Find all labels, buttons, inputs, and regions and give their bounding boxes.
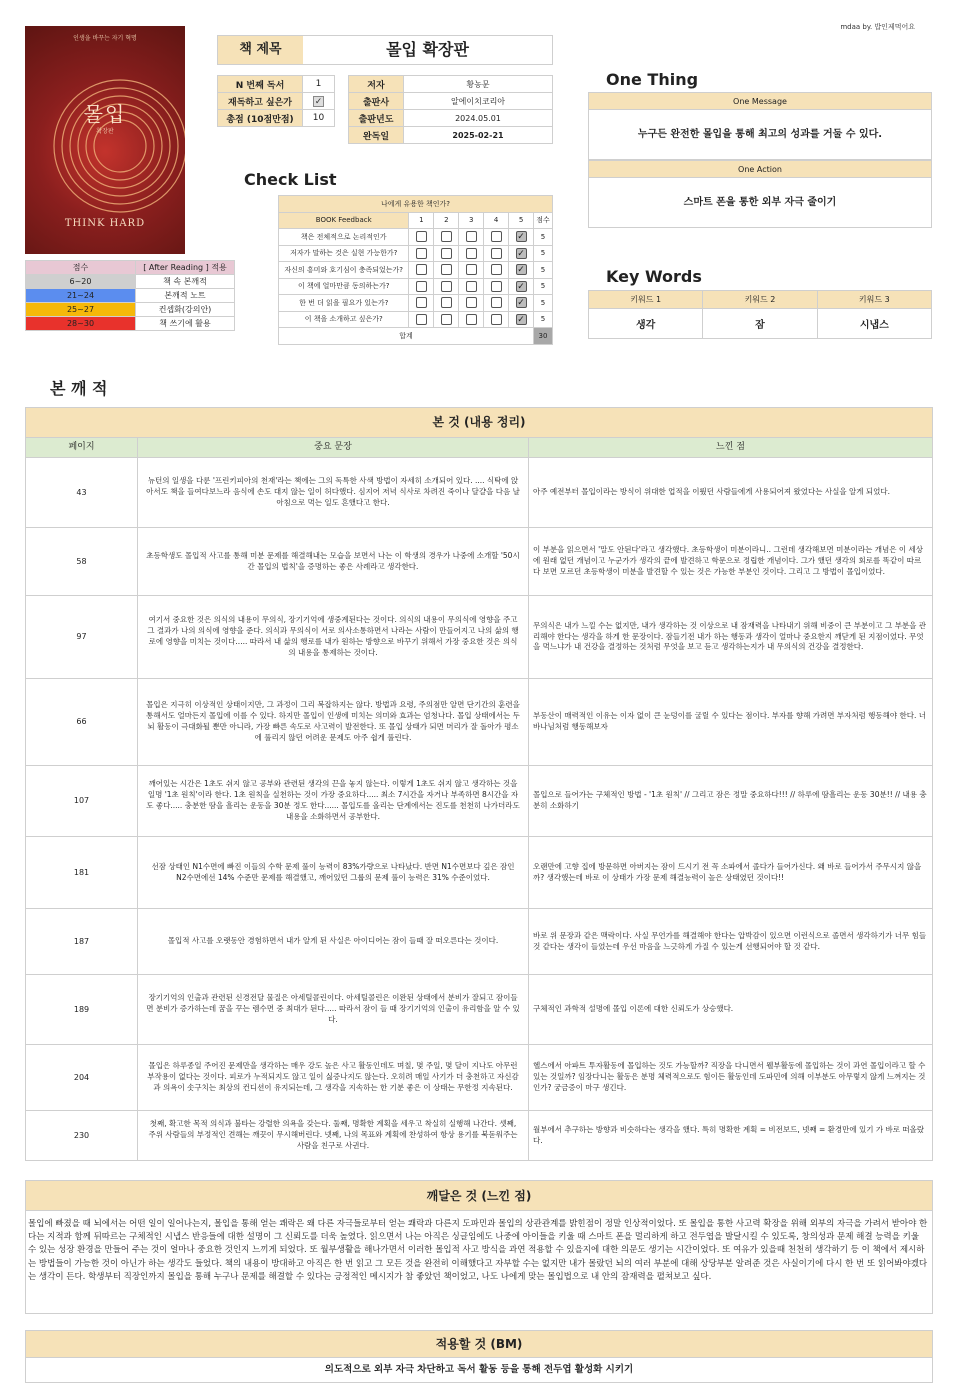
- info-key: 총점 (10점만점): [218, 110, 303, 127]
- rating-checkbox-3[interactable]: [466, 231, 477, 242]
- meta-value: 황농문: [404, 76, 553, 93]
- rating-checkbox-3[interactable]: [466, 281, 477, 292]
- note-page: 97: [26, 596, 138, 679]
- rating-checkbox-3[interactable]: [466, 248, 477, 259]
- note-page: 181: [26, 837, 138, 909]
- checkbox-cell: [484, 311, 509, 328]
- score-legend: [25, 260, 235, 331]
- book-title: 몰입 확장판: [386, 40, 469, 59]
- checklist-question-text: 이 책에 얼마만큼 동의하는가?: [279, 278, 409, 295]
- rating-checkbox-4[interactable]: [491, 281, 502, 292]
- rating-checkbox-5[interactable]: ✓: [517, 281, 525, 292]
- note-row: [26, 909, 933, 975]
- cover-top-line: 인생을 바꾸는 자기 혁명: [73, 35, 137, 42]
- rating-checkbox-2[interactable]: [441, 314, 452, 325]
- note-sentence: 여기서 중요한 것은 의식의 내용이 무의식, 장기기억에 생중계된다는 것이다. 의식의 내용이 무의식에 영향을 주고 그 결과가 나의 의식에 영향을 준다. 의식과 무의식이 서로 의사소통하면서 나라는 사람이 만들어지고 나의 삶의 행로에 영향을 미치는 것이다..... 따라서 내 삶의 행로를 내가 원하는 방향으로 바꾸기 위해서 가장 중요한 것은 의식의 내용을 통제하는 것이다.: [138, 596, 529, 679]
- checkbox-cell: [434, 295, 459, 312]
- realize-box: [25, 1180, 933, 1314]
- rating-checkbox-1[interactable]: [416, 314, 427, 325]
- rating-checkbox-5[interactable]: ✓: [517, 298, 525, 309]
- checklist-row: [279, 229, 553, 246]
- checklist-row-score: 5: [534, 295, 553, 312]
- keywords-table: [588, 290, 932, 339]
- note-sentence: 초등학생도 몰입적 사고를 통해 미분 문제를 해결해내는 모습을 보면서 나는 이 학생의 경우가 나중에 소개할 '50시간 몰입의 법칙'을 증명하는 좋은 사례라고 생각한다.: [138, 528, 529, 596]
- one-action-label: One Action: [588, 160, 932, 178]
- note-feel: 이 부분을 읽으면서 '말도 안된다'라고 생각했다. 초등학생이 미분이라니.. 그런데 생각해보면 미분이라는 개념은 이 세상에 원래 없던 개념이고 누군가가 생각의 끝에 발견하고 학문으로 정립한 개념이다. 그가 했던 생각의 회로를 똑같이 따르다 보면 모르던 초등학생이 미분을 발견할 수 있는 것은 가능한 부분인 것이다. 그리고 그 방법이 몰입이었다.: [529, 528, 933, 596]
- note-feel: 바로 위 문장과 같은 맥락이다. 사실 무언가를 해결해야 한다는 압박감이 있으면 이런식으로 졸면서 생각하기가 너무 힘들 것 같다는 생각이 들었는데 우선 마음을 느긋하게 가질 수 있는게 선행되어야 할 것 같다.: [529, 909, 933, 975]
- checkbox-cell: [434, 229, 459, 246]
- rating-checkbox-1[interactable]: [416, 264, 427, 275]
- checklist-row-score: 5: [534, 229, 553, 246]
- rating-checkbox-2[interactable]: [441, 248, 452, 259]
- note-row: [26, 679, 933, 766]
- rating-checkbox-2[interactable]: [441, 264, 452, 275]
- checklist-question-text: 이 책을 소개하고 싶은가?: [279, 311, 409, 328]
- realize-caption: 깨달은 것 (느낀 점): [26, 1181, 932, 1211]
- cover-subtitle: 확장판: [96, 128, 114, 135]
- legend-label: 본깨적 노트: [136, 289, 235, 303]
- checklist-row: [279, 278, 553, 295]
- checklist-row-score: 5: [534, 278, 553, 295]
- rating-checkbox-4[interactable]: [491, 297, 502, 308]
- checklist-col-feedback: BOOK Feedback: [279, 212, 409, 229]
- checkbox-cell: [459, 278, 484, 295]
- col-sentence: 중요 문장: [138, 438, 529, 458]
- checkbox-cell: [459, 262, 484, 279]
- rating-checkbox-4[interactable]: [491, 248, 502, 259]
- checkbox-cell: [459, 245, 484, 262]
- checklist-question: 나에게 유용한 책인가?: [279, 196, 553, 213]
- note-feel: 오랜만에 고향 집에 방문하면 아버지는 잠이 드시기 전 꼭 소파에서 졸다가 들어가신다. 왜 바로 들어가서 주무시지 않을까? 생각했는데 바로 이 상태가 가장 문제 해결능력이 높은 상태였던 것이다!!: [529, 837, 933, 909]
- checklist-col: 5: [509, 212, 534, 229]
- book-meta-table: [348, 75, 553, 144]
- checklist-col: 3: [459, 212, 484, 229]
- rating-checkbox-3[interactable]: [466, 297, 477, 308]
- keyword-label: 키워드 3: [817, 291, 931, 309]
- legend-header-score: 점수: [26, 261, 136, 275]
- checkbox-cell: [509, 262, 534, 279]
- checklist-table: [278, 195, 553, 345]
- bonkkae-heading: 본 깨 적: [50, 379, 108, 398]
- note-page: 189: [26, 975, 138, 1045]
- checklist-row-score: 5: [534, 311, 553, 328]
- rating-checkbox-1[interactable]: [416, 231, 427, 242]
- keyword-label: 키워드 1: [589, 291, 703, 309]
- meta-value: 알에이치코리아: [404, 93, 553, 110]
- checkbox-cell: [409, 262, 434, 279]
- info-value: 1: [303, 76, 335, 93]
- rating-checkbox-2[interactable]: [441, 297, 452, 308]
- checklist-question-text: 책은 전체적으로 논리적인가: [279, 229, 409, 246]
- checklist-row: [279, 262, 553, 279]
- legend-label: 책 쓰기에 활용: [136, 317, 235, 331]
- legend-label: 책 속 본깨적: [136, 275, 235, 289]
- info-key: N 번째 독서: [218, 76, 303, 93]
- checkbox-cell: [484, 295, 509, 312]
- info-value: 10: [303, 110, 335, 127]
- cover-english-title: THINK HARD: [64, 218, 146, 229]
- checklist-heading: Check List: [244, 170, 337, 189]
- apply-box: [25, 1330, 933, 1383]
- rating-checkbox-4[interactable]: [491, 231, 502, 242]
- checklist-row: [279, 295, 553, 312]
- reread-checkbox[interactable]: ✓: [314, 96, 323, 107]
- note-row: [26, 766, 933, 837]
- checklist-question-text: 저자가 말하는 것은 실현 가능한가?: [279, 245, 409, 262]
- checkbox-cell: [484, 278, 509, 295]
- note-row: [26, 837, 933, 909]
- checkbox-cell: [459, 229, 484, 246]
- apply-caption: 적용할 것 (BM): [26, 1331, 932, 1358]
- note-feel: 부동산이 매력적인 이유는 이자 없이 큰 눈덩이를 굴릴 수 있다는 점이다. 부자를 향해 가려면 부자처럼 행동해야 한다. 너바나님처럼 행동해보자: [529, 679, 933, 766]
- checkbox-cell: [459, 295, 484, 312]
- onething-box: [588, 92, 932, 228]
- checklist-total: 30: [534, 328, 553, 345]
- checklist-row: [279, 245, 553, 262]
- legend-score: 25~27: [26, 303, 136, 317]
- one-message-label: One Message: [588, 92, 932, 110]
- note-feel: 구체적인 과학적 설명에 몰입 이론에 대한 신뢰도가 상승했다.: [529, 975, 933, 1045]
- checkbox-cell: [509, 245, 534, 262]
- checklist-row: [279, 311, 553, 328]
- rating-checkbox-5[interactable]: ✓: [517, 232, 525, 243]
- rating-checkbox-5[interactable]: ✓: [517, 265, 525, 276]
- keyword-value: 잠: [703, 309, 817, 339]
- note-page: 230: [26, 1111, 138, 1161]
- checkbox-cell: [484, 245, 509, 262]
- checkbox-cell: [509, 295, 534, 312]
- checkbox-cell: [459, 311, 484, 328]
- keyword-value: 생각: [589, 309, 703, 339]
- checkbox-cell: [409, 278, 434, 295]
- note-page: 66: [26, 679, 138, 766]
- note-row: [26, 458, 933, 528]
- cover-title: 몰입: [83, 102, 127, 126]
- book-title-label: 책 제목: [218, 36, 303, 64]
- checklist-total-label: 합계: [279, 328, 534, 345]
- legend-header-apply: [ After Reading ] 적용: [136, 261, 235, 275]
- rating-checkbox-3[interactable]: [466, 314, 477, 325]
- note-feel: 몰입으로 들어가는 구체적인 방법 - '1초 원칙' // 그리고 잠은 정말 중요하다!!! // 하루에 땀흘리는 운동 30분!! // 내용 충분히 소화하기: [529, 766, 933, 837]
- note-sentence: 몰입은 하루종일 주어진 문제만을 생각하는 매우 강도 높은 사고 활동인데도 며칠, 몇 주일, 몇 달이 지나도 아무런 부작용이 없다는 것이다. 피로가 누적되지도 않고 일이 싫증나지도 않는다. 오히려 매일 사기가 더 충천하고 자신감과 의욕이 솟구치는 최상의 컨디션이 유지되는데, 그 생각을 지속하는 한 기분 좋은 이 상태는 무한정 지속된다.: [138, 1045, 529, 1111]
- rating-checkbox-4[interactable]: [491, 314, 502, 325]
- one-action: 스마트 폰을 통한 외부 자극 줄이기: [588, 178, 932, 228]
- checklist-row-score: 5: [534, 262, 553, 279]
- checklist-col-score: 점수: [534, 212, 553, 229]
- rating-checkbox-1[interactable]: [416, 297, 427, 308]
- note-feel: 아주 예전부터 몰입이라는 방식이 위대한 업적을 이뤘던 사람들에게 사용되어져 왔었다는 사실을 알게 되었다.: [529, 458, 933, 528]
- note-page: 58: [26, 528, 138, 596]
- note-page: 187: [26, 909, 138, 975]
- note-feel: 월부에서 추구하는 방향과 비슷하다는 생각을 했다. 특히 명확한 계획 = 비전보드, 넷째 = 환경만에 있기 가 바로 떠올랐다.: [529, 1111, 933, 1161]
- checkbox-cell: [409, 229, 434, 246]
- note-row: [26, 1045, 933, 1111]
- note-page: 107: [26, 766, 138, 837]
- note-sentence: 몰입적 사고를 오랫동안 경험하면서 내가 알게 된 사실은 아이디어는 잠이 들때 잘 떠오른다는 것이다.: [138, 909, 529, 975]
- checkbox-cell: [509, 278, 534, 295]
- book-cover-image: [25, 26, 185, 254]
- note-page: 204: [26, 1045, 138, 1111]
- checklist-row-score: 5: [534, 245, 553, 262]
- legend-score: 6~20: [26, 275, 136, 289]
- legend-score: 28~30: [26, 317, 136, 331]
- rating-checkbox-3[interactable]: [466, 264, 477, 275]
- col-feel: 느낀 점: [529, 438, 933, 458]
- notes-rows: [26, 458, 933, 1161]
- checkbox-cell: [509, 229, 534, 246]
- meta-key: 완독일: [349, 127, 404, 144]
- checkbox-cell: [434, 278, 459, 295]
- onething-heading: One Thing: [606, 70, 699, 89]
- note-sentence: 몰입은 지극히 이상적인 상태이지만, 그 과정이 그리 복잡하지는 않다. 방법과 요령, 주의점만 알면 단기간의 훈련을 통해서도 얼마든지 몰입에 이를 수 있다. 하지만 몰입이 인생에 미치는 의미와 효과는 엄청나다. 몰입 상태에서는 두뇌 활동이 극대화될 뿐만 아니라, 가장 빠른 속도로 사고력이 발전한다. 또 몰입 상태가 되면 머리가 잘 돌아가 평소에 풀리지 않던 어려운 문제도 아주 쉽게 풀린다.: [138, 679, 529, 766]
- checklist-col: 1: [409, 212, 434, 229]
- book-title-box: [217, 35, 553, 65]
- note-feel: 헬스에서 아파트 투자활동에 몰입하는 것도 가능할까? 직장을 다니면서 웰부활동에 몰입하는 것이 과연 몰입이라고 할 수 있는 것일까? 임장다니는 활동은 분명 체력적으로도 힘이든 활동인데 도파민에 의해 이부분도 아무렇지 않게 느껴지는 것인가? 궁금증이 마구 생긴다.: [529, 1045, 933, 1111]
- apply-text: 의도적으로 외부 자극 차단하고 독서 활동 등을 통해 전두엽 활성화 시키기: [324, 1364, 634, 1375]
- rating-checkbox-2[interactable]: [441, 231, 452, 242]
- note-row: [26, 975, 933, 1045]
- see-caption: 본 것 (내용 정리): [26, 408, 933, 438]
- checkbox-cell: [434, 245, 459, 262]
- note-page: 43: [26, 458, 138, 528]
- checklist-col: 4: [484, 212, 509, 229]
- checkbox-cell: [409, 245, 434, 262]
- cover-rings-graphic: [50, 76, 185, 216]
- rating-checkbox-5[interactable]: ✓: [517, 248, 525, 259]
- rating-checkbox-2[interactable]: [441, 281, 452, 292]
- checklist-col: 2: [434, 212, 459, 229]
- info-key: 재독하고 싶은가: [218, 93, 303, 110]
- meta-key: 저자: [349, 76, 404, 93]
- note-sentence: 뉴턴의 일생을 다룬 '프린키피아의 천재'라는 책에는 그의 독특한 사색 방법이 자세히 소개되어 있다. .... 식탁에 앉아서도 책을 들여다보느라 음식에 손도 대지 않는 일이 허다했다. 심지어 저녁 식사로 차려진 죽이나 달걀을 다음 날 아침으로 먹는 일도 흔했다고 한다.: [138, 458, 529, 528]
- legend-score: 21~24: [26, 289, 136, 303]
- reading-info-table: [217, 75, 335, 127]
- checklist-question-text: 한 번 더 읽을 필요가 있는가?: [279, 295, 409, 312]
- keyword-label: 키워드 2: [703, 291, 817, 309]
- note-row: [26, 528, 933, 596]
- checkbox-cell: [509, 311, 534, 328]
- reread-checkbox-cell: [303, 93, 335, 110]
- meta-key: 출판년도: [349, 110, 404, 127]
- note-row: [26, 1111, 933, 1161]
- one-message: 누구든 완전한 몰입을 통해 최고의 성과를 거둘 수 있다.: [588, 110, 932, 160]
- checkbox-cell: [484, 229, 509, 246]
- rating-checkbox-1[interactable]: [416, 281, 427, 292]
- meta-value: 2024.05.01: [404, 110, 553, 127]
- credit-text: mdaa by. 밥인제먹어요: [840, 23, 915, 31]
- checklist-question-text: 자신의 흥미와 호기심이 충족되었는가?: [279, 262, 409, 279]
- checklist-rows: [279, 229, 553, 328]
- note-sentence: 장기기억의 인출과 관련된 신경전달 물질은 아세틸콜린이다. 아세틸콜린은 이완된 상태에서 분비가 잘되고 잠이들면 분비가 증가하는데 꿈을 꾸는 렘수면 중 최대가 된다..... 따라서 잠이 들 때 장기기억의 인출이 유리함을 알 수 있다.: [138, 975, 529, 1045]
- checkbox-cell: [434, 311, 459, 328]
- rating-checkbox-5[interactable]: ✓: [517, 314, 525, 325]
- note-sentence: 첫째, 확고한 목적 의식과 불타는 강렬한 의욕을 갖는다. 둘째, 명확한 계획을 세우고 착실히 실행해 나간다. 셋째, 주위 사람들의 부정적인 견해는 깨끗이 무시해버린다. 넷째, 나의 목표와 계획에 찬성하여 항상 용기를 북돋워주는 사람을 친구로 사귄다.: [138, 1111, 529, 1161]
- keywords-heading: Key Words: [606, 267, 702, 286]
- legend-label: 컨셉화(강의안): [136, 303, 235, 317]
- meta-key: 출판사: [349, 93, 404, 110]
- meta-value: 2025-02-21: [404, 127, 553, 144]
- note-sentence: 선잠 상태인 N1수면에 빠진 이들의 수학 문제 풀이 능력이 83%가량으로 나타났다. 반면 N1수면보다 깊은 잠인 N2수면에선 14% 수준만 문제를 해결했고, 깨어있던 그룹의 문제 풀이 능력은 31% 수준이었다.: [138, 837, 529, 909]
- note-row: [26, 596, 933, 679]
- checkbox-cell: [484, 262, 509, 279]
- checkbox-cell: [434, 262, 459, 279]
- realize-text: 몰입에 빠졌을 때 뇌에서는 어떤 일이 일어나는지, 몰입을 통해 얻는 쾌락은 왜 다른 자극들로부터 얻는 쾌락과 다른지 도파민과 몰입의 상관관계를 밝힌점이 정말 인상적이었다. 또 몰입을 통한 사고력 확장을 위해 외부의 자극을 가려서 받아야 한다는 지적과 함께 뒤따르는 구체적인 시냅스 반응들에 대한 설명이 그 신뢰도를 더욱 높였다. 읽으면서 나는 아직은 싱글임에도 나중에 아이들을 키울 때 스마트 폰을 멀리하게 하고 전두엽을 발달시킬 수 있도록, 창의성과 문제 해결 능력을 키울 수 있는 성장 환경을 만들어 주는 것이 얼마나 중요한 것인지 느끼게 되었다. 또 월부생활을 해나가면서 이러한 몰입적 사고 방식을 과연 적용할 수 있을지에 대한 의문도 생기는 시간이었다. 또 여유가 있을때 천천히 생각하기 등 이 책에서 제시하는 방법들이 가능한 것이 아닌가 하는 생각도 들었다. 책의 내용이 방대하고 아직은 한 번 읽고 그 모든 것을 완전히 이해했다고 자부할 수는 없지만 내가 몰랐던 뇌의 여러 부분에 대해 상당부분 알려준 것은 사실이기에 다시 한 번 또 읽어봐야겠다는 생각이 든다. 학생부터 직장인까지 몰입을 통해 누구나 문제를 해결할 수 있다는 긍정적인 메시지가 참 좋았던 책이었고, 나도 나에게 맞는 몰입법으로 내 안의 잠재력을 펼쳐보고 싶다.: [28, 1219, 928, 1282]
- note-feel: 무의식은 내가 느낄 수는 없지만, 내가 생각하는 것 이상으로 내 잠재력을 나타내기 위해 비중이 큰 부분이고 그 부분을 관리해야 한다는 생각을 하게 한 문장이다. 잠들기전 내가 하는 행동과 생각이 얼마나 중요한지 깨닫게 된 지점이었다. 무엇을 먹느냐가 내 건강을 결정하는 것처럼 무엇을 보고 듣고 생각하는지가 내 무의식의 건강을 결정한다.: [529, 596, 933, 679]
- checkbox-cell: [409, 311, 434, 328]
- checkbox-cell: [409, 295, 434, 312]
- col-page: 페이지: [26, 438, 138, 458]
- see-notes-table: [25, 407, 933, 1161]
- rating-checkbox-1[interactable]: [416, 248, 427, 259]
- keyword-value: 시냅스: [817, 309, 931, 339]
- note-sentence: 깨어있는 시간은 1초도 쉬지 않고 공부와 관련된 생각의 끈을 놓지 않는다. 이렇게 1초도 쉬지 않고 생각하는 것을 일명 '1초 원칙'이라 한다. 1초 원칙을 실천하는 것이 가장 중요하다..... 최소 7시간을 자거나 부족하면 8시간을 자도 좋다..... 충분한 땀을 흘리는 운동을 30분 정도 한다...... 몰입도를 올리는 단계에서는 진도를 천천히 나가더라도 내용을 소화하면서 공부한다.: [138, 766, 529, 837]
- rating-checkbox-4[interactable]: [491, 264, 502, 275]
